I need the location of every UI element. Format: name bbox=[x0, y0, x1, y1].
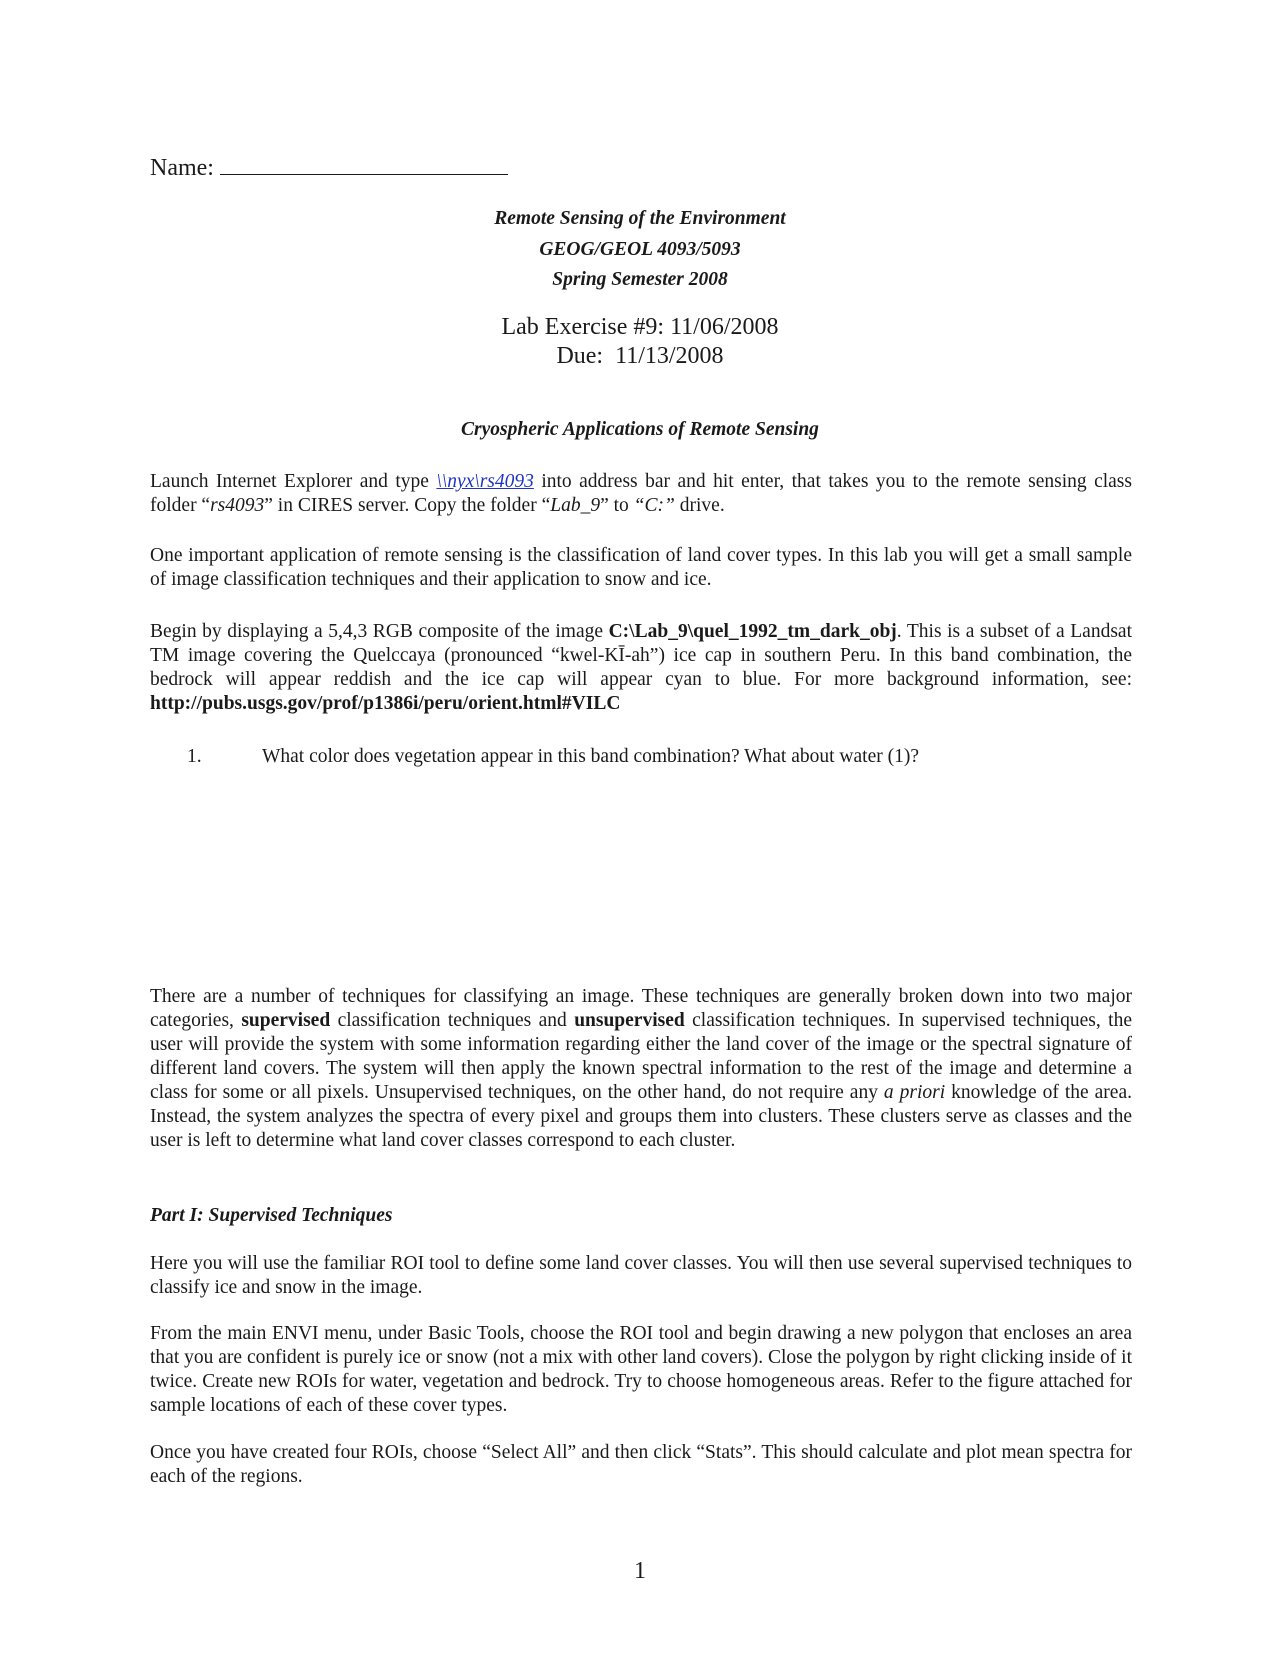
course-title: Remote Sensing of the Environment bbox=[494, 208, 786, 229]
unsupervised-term: unsupervised bbox=[574, 1010, 685, 1031]
name-blank-line[interactable] bbox=[220, 150, 508, 175]
server-link[interactable]: \\nyx\rs4093 bbox=[436, 471, 534, 492]
image-file-path: C:\Lab_9\quel_1992_tm_dark_obj bbox=[608, 621, 897, 642]
part-1-paragraph-3: Once you have created four ROIs, choose “Select All” and then click “Stats”. This should calculate and plot mean spectra for each of the regions. bbox=[150, 1442, 1132, 1487]
text-run: . This is a subset of a Landsat TM image covering the Quelccaya (pronounced “kwel-KĪ-ah”) ice cap in southern Peru. In this band combination, the bedrock will appear reddish and the ice cap will appear cyan to blue. For more background information, see: bbox=[150, 621, 1132, 690]
semester: Spring Semester 2008 bbox=[552, 269, 728, 290]
text-run: knowledge of the area. Instead, the system analyzes the spectra of every pixel and groups them into clusters. These clusters serve as classes and the user is left to determine what land cover classes correspond to each cluster. bbox=[150, 1082, 1132, 1151]
folder-name: rs4093 bbox=[210, 495, 265, 516]
drive-name: “C:” bbox=[633, 495, 675, 516]
classification-paragraph bbox=[150, 985, 1132, 1153]
lab-folder-name: Lab_9 bbox=[550, 495, 601, 516]
text-run: There are a number of techniques for classifying an image. These techniques are generally broken down into two major categories, bbox=[150, 986, 1132, 1031]
text-run: classification techniques. In supervised techniques, the user will provide the system with some information regarding either the land cover of the image or the spectral signature of different land covers. The system will then apply the known spectral information to the rest of the image and determine a class for some or all pixels. Unsupervised techniques, on the other hand, do not require any bbox=[150, 1010, 1132, 1103]
text-run: ” to bbox=[600, 495, 634, 516]
text-run: into address bar and hit enter, that takes you to the remote sensing class folder “ bbox=[150, 471, 1132, 516]
text-run: Begin by displaying a 5,4,3 RGB composite of the image bbox=[150, 621, 609, 642]
text-run: classification techniques and bbox=[330, 1010, 575, 1031]
part-1-title: Part I: Supervised Techniques bbox=[150, 1205, 393, 1226]
course-code: GEOG/GEOL 4093/5093 bbox=[539, 238, 741, 260]
text-run: ” in CIRES server. Copy the folder “ bbox=[264, 495, 551, 516]
lab-line: Lab Exercise #9: 11/06/2008 bbox=[501, 314, 779, 340]
part-1-paragraph-2: From the main ENVI menu, under Basic Tools, choose the ROI tool and begin drawing a new polygon that encloses an area that you are confident is purely ice or snow (not a mix with other land covers). Close the polygon by right clicking inside of it twice. Create new ROIs for water, vegetation and bedrock. Try to choose homogeneous areas. Refer to the figure attached for sample locations of each of these cover types. bbox=[150, 1323, 1132, 1416]
intro-paragraph-1 bbox=[150, 470, 1132, 518]
page-number: 1 bbox=[634, 1558, 646, 1584]
question-number: 1. bbox=[187, 746, 202, 767]
name-label: Name: bbox=[150, 155, 214, 181]
lab-header bbox=[0, 313, 1280, 371]
course-header bbox=[0, 204, 1280, 296]
a-priori-term: a priori bbox=[883, 1082, 946, 1103]
background-url: http://pubs.usgs.gov/prof/p1386i/peru/orient.html#VILC bbox=[150, 693, 621, 714]
intro-paragraph-3 bbox=[150, 620, 1132, 716]
text-run: drive. bbox=[674, 495, 725, 516]
name-field bbox=[150, 150, 508, 183]
supervised-term: supervised bbox=[241, 1010, 331, 1031]
question-text: What color does vegetation appear in this band combination? What about water (1)? bbox=[262, 746, 919, 767]
due-line: Due: 11/13/2008 bbox=[556, 343, 724, 369]
text-run: Launch Internet Explorer and type bbox=[150, 471, 437, 492]
topic-title: Cryospheric Applications of Remote Sensing bbox=[461, 419, 819, 440]
intro-paragraph-2: One important application of remote sensing is the classification of land cover types. In this lab you will get a small sample of image classification techniques and their application to snow and ice. bbox=[150, 545, 1132, 590]
part-1-paragraph-1: Here you will use the familiar ROI tool to define some land cover classes. You will then use several supervised techniques to classify ice and snow in the image. bbox=[150, 1253, 1132, 1298]
